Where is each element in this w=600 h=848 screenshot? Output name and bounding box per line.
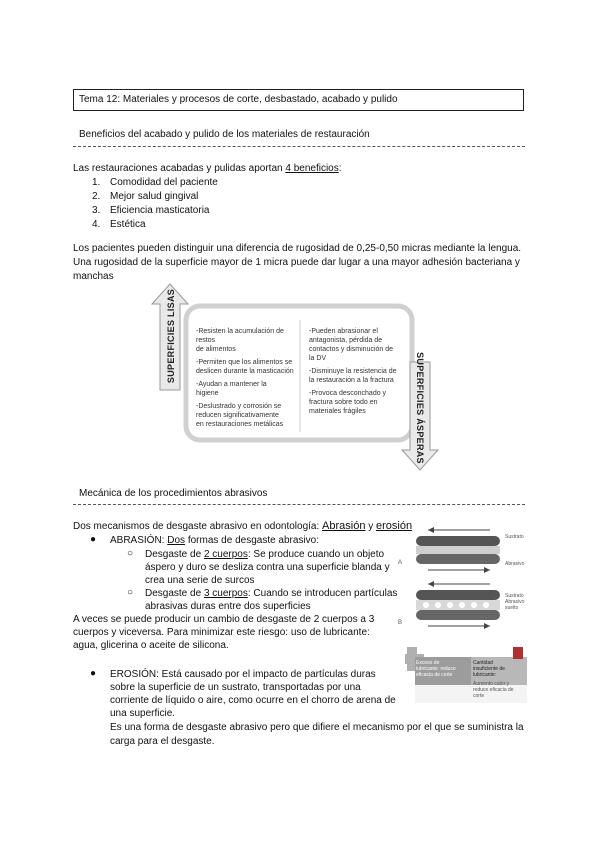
excess-line: eficacia de corte [416,672,453,678]
section1-heading: Beneficios del acabado y pulido de los materiales de restauración [79,129,370,140]
intro2-y: y [365,521,377,532]
sub2-line1: : Cuando se introducen partículas [247,588,398,599]
rough-surfaces-list [309,327,407,416]
fig-label-abrasive-bottom: Abrasivo [505,599,525,605]
insufficient-lubricant-cell [473,660,514,699]
abrasion-bullet [110,534,319,547]
change-line1: A veces se puede producir un cambio de desgaste de 2 cuerpos a 3 [73,614,375,625]
substrate-plate [416,536,500,546]
roughness-para-line2: Una rugosidad de la superficie mayor de 1 micra puede dar lugar a una mayor adhesión bacteriana y [73,257,520,268]
intro-underlined: 4 beneficios [285,163,339,174]
rough-item: la restauración a la fractura [309,377,394,384]
excess-lubricant-cell [416,660,456,678]
benefit-num-1: 1. [92,177,101,188]
rough-item: contactos y disminución de [309,346,394,353]
smooth-item: en restauraciones metálicas [196,421,284,428]
fig-label-abrasive-top: Abrasivo [505,561,525,567]
benefit-item-1: Comodidad del paciente [110,177,218,188]
sub2-underlined: 3 cuerpos [203,588,248,599]
sub1-prefix: Desgaste de [145,549,204,560]
erosion-line5: Es una forma de desgaste abrasivo pero que difiere el mecanismo por el que se suministra la [110,722,524,733]
erosion-line1: EROSIÓN: Está causado por el impacto de partículas duras [110,669,376,680]
section1-intro [73,162,342,175]
three-body-line2: abrasivas duras entre dos superficies [145,601,311,612]
section2-heading: Mecánica de los procedimientos abrasivos [79,488,268,499]
benefit-item-4: Estética [110,219,146,230]
erosion-line3: corriente de líquido o aire, como ocurre en el chorro de arena de [110,695,396,706]
bullet-icon: ● [90,668,97,679]
insufficient-effect [473,681,514,699]
section1-divider [73,146,525,147]
erosion-line6: carga para el desgaste. [110,736,215,747]
bullet-icon: ● [90,534,97,545]
fig-label-b: B [398,620,403,626]
intro-prefix: Las restauraciones acabadas y pulidas aportan [73,163,286,174]
benefit-num-2: 2. [92,191,101,202]
two-body-line2: áspero y duro se desliza contra una superficie blanda y [145,562,390,573]
change-line2: cuerpos y viceversa. Para minimizar este riesgo: uso de lubricante: [73,627,370,638]
circle-bullet-icon: ○ [127,587,134,598]
three-body-line1 [145,587,397,600]
effect-line: reduce eficacia de [473,687,514,693]
fig-label-a: A [398,560,403,566]
benefit-item-2: Mejor salud gingival [110,191,199,202]
smooth-surfaces-list [196,327,296,429]
erosion-line4: una superficie. [110,708,176,719]
abrasion-term: Abrasión [322,520,366,532]
benefit-num-3: 3. [92,205,101,216]
section2-divider [73,504,525,505]
intro-suffix: : [338,163,342,174]
rough-item: -Provoca desconchado y [309,390,387,397]
smooth-item: -Resisten la acumulación de restos [196,328,284,344]
sub2-prefix: Desgaste de [145,588,204,599]
rough-item: antagonista, pérdida de [309,337,383,344]
abrasion-suffix: formas de desgaste abrasivo: [185,535,320,546]
erosion-term: erosión [376,520,413,532]
smooth-item: deslicen durante la masticación [196,368,294,375]
benefit-item-3: Eficiencia masticatoria [110,205,210,216]
excess-line: lubricante: reduce [416,666,456,672]
sub1-line1: : Se produce cuando un objeto [247,549,385,560]
document-title: Tema 12: Materiales y procesos de corte, desbastado, acabado y pulido [73,89,524,111]
insufficient-line: lubricante: [473,672,497,678]
smooth-surfaces-label: SUPERFICIES LISAS [166,288,176,384]
smooth-item: higiene [196,390,219,397]
insufficient-line: insuficiente de [473,666,505,672]
fig-label-loose: suelto [505,605,519,611]
erosion-line2: sobre la superficie de un sustrato, transportadas por una [110,682,361,693]
smooth-item: -Ayudan a mantener la [196,381,267,388]
smooth-item: de alimentos [196,346,236,353]
smooth-item: -Permiten que los alimentos se [196,359,293,366]
sub1-underlined: 2 cuerpos [203,549,248,560]
rough-item: materiales frágiles [309,408,366,415]
smooth-item: -Deslustrado y corrosión se [196,403,282,410]
fig-label-substrate-bottom: Sustrato [505,593,524,599]
rough-item: fractura sobre todo en [309,399,378,406]
roughness-para-line1: Los pacientes pueden distinguir una diferencia de rugosidad de 0,25-0,50 micras mediante la lengua. [73,243,522,254]
benefit-num-4: 4. [92,219,101,230]
fig-label-substrate-top: Sustrato [505,534,524,540]
rough-item: -Disminuye la resistencia de [309,368,397,375]
abrasion-underlined: Dos [167,535,186,546]
smooth-item: reducen significativamente [196,412,279,419]
two-body-line3: crea una serie de surcos [145,575,255,586]
intro2-prefix: Dos mecanismos de desgaste abrasivo en odontología: [73,521,323,532]
rough-item: la DV [309,355,327,362]
effect-line: corte [473,693,485,699]
circle-bullet-icon: ○ [127,548,134,559]
roughness-para-line3: manchas [73,271,114,282]
effect-line: Aumento calor y [473,681,510,687]
abrasive-plate [416,554,500,564]
fig-label-bottom [505,593,524,611]
abrasion-prefix: ABRASIÓN: [110,535,168,546]
surfaces-diagram [140,282,460,472]
rough-surfaces-label: SUPERFICIES ÁSPERAS [415,352,425,464]
excess-line: Exceso de [416,660,440,666]
insufficient-line: Cantidad [473,660,494,666]
change-line3: agua, glicerina o aceite de silicona. [73,640,229,651]
rough-item: -Pueden abrasionar el [309,328,378,335]
two-body-line1 [145,548,384,561]
minus-marker-icon [513,647,523,659]
abrasion-figure [398,526,528,636]
section2-intro [73,520,412,533]
